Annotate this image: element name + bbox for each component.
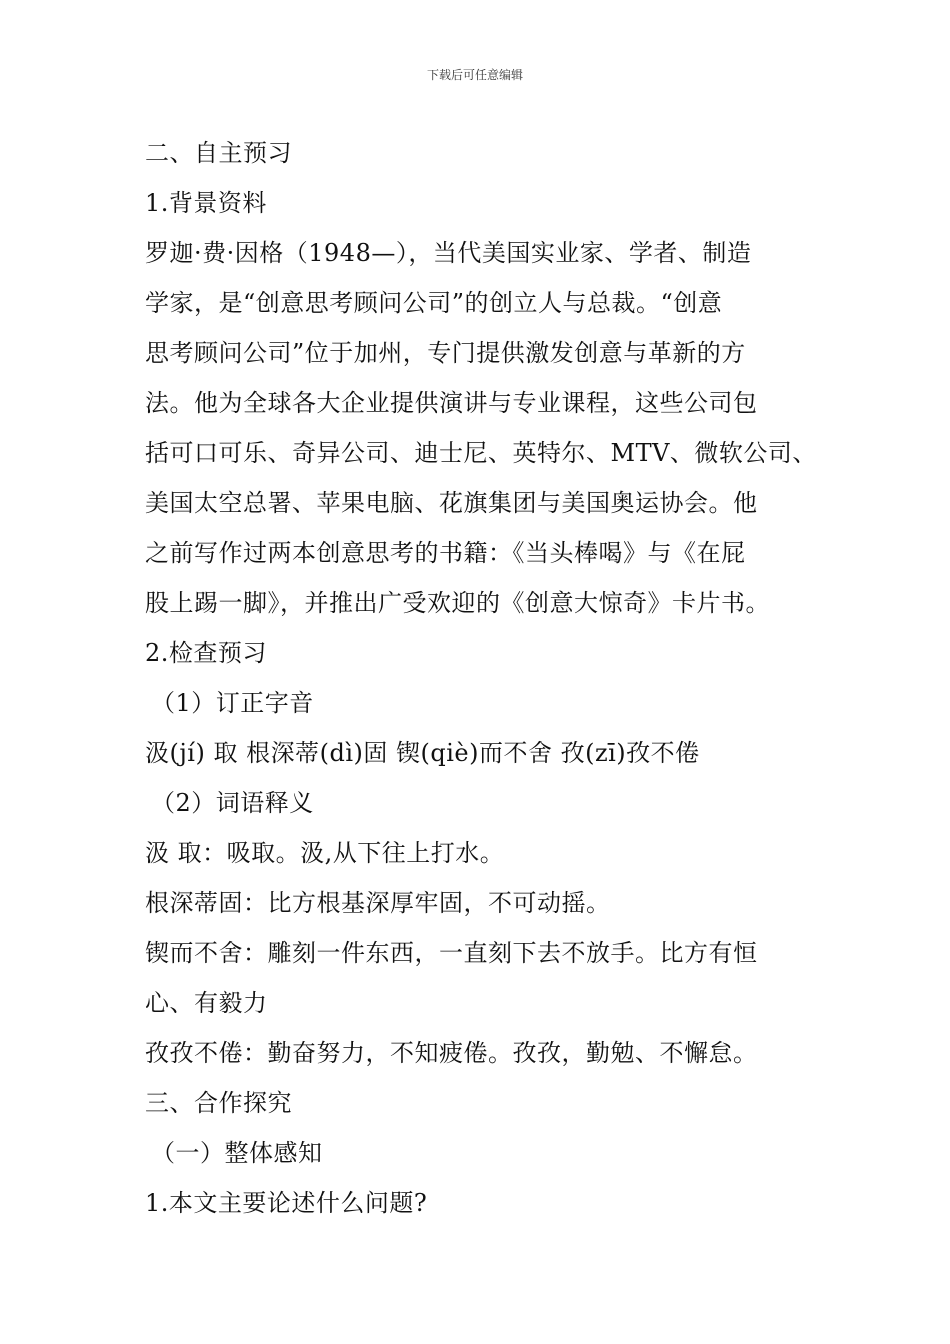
definition-line: 根深蒂固：比方根基深厚牢固，不可动摇。 — [145, 889, 611, 917]
question-line: 1.本文主要论述什么问题? — [145, 1189, 428, 1217]
paragraph-line: 思考顾问公司”位于加州，专门提供激发创意与革新的方 — [145, 339, 746, 367]
paragraph-line: 学家，是“创意思考顾问公司”的创立人与总裁。“创意 — [145, 289, 723, 317]
section-heading-cooperation: 三、合作探究 — [145, 1089, 292, 1117]
paragraph-line: 罗迦·费·因格（1948—），当代美国实业家、学者、制造 — [145, 239, 752, 267]
subheading-background: 1.背景资料 — [145, 189, 267, 217]
definition-line: 孜孜不倦：勤奋努力，不知疲倦。孜孜，勤勉、不懈怠。 — [145, 1039, 758, 1067]
paragraph-line: 法。他为全球各大企业提供演讲与专业课程，这些公司包 — [145, 389, 758, 417]
paragraph-line: 括可口可乐、奇异公司、迪士尼、英特尔、MTV、微软公司、 — [145, 439, 817, 467]
definition-line: 汲 取：吸取。汲,从下往上打水。 — [145, 839, 505, 867]
definition-line: 锲而不舍：雕刻一件东西，一直刻下去不放手。比方有恒 — [145, 939, 758, 967]
subheading-pronunciation: （1）订正字音 — [151, 689, 314, 717]
subheading-check-preview: 2.检查预习 — [145, 639, 267, 667]
definition-line: 心、有毅力 — [145, 989, 268, 1017]
section-heading-self-study: 二、自主预习 — [145, 139, 292, 167]
subheading-overall: （一）整体感知 — [151, 1139, 323, 1167]
page-header: 下载后可任意编辑 — [426, 68, 523, 82]
document-body — [145, 128, 845, 1228]
pronunciation-line: 汲(jí) 取 根深蒂(dì)固 锲(qiè)而不舍 孜(zī)孜不倦 — [145, 739, 700, 767]
paragraph-line: 之前写作过两本创意思考的书籍：《当头棒喝》与《在屁 — [145, 539, 746, 567]
subheading-vocabulary: （2）词语释义 — [151, 789, 314, 817]
paragraph-line: 股上踢一脚》，并推出广受欢迎的《创意大惊奇》卡片书。 — [145, 589, 770, 617]
paragraph-line: 美国太空总署、苹果电脑、花旗集团与美国奥运协会。他 — [145, 489, 758, 517]
